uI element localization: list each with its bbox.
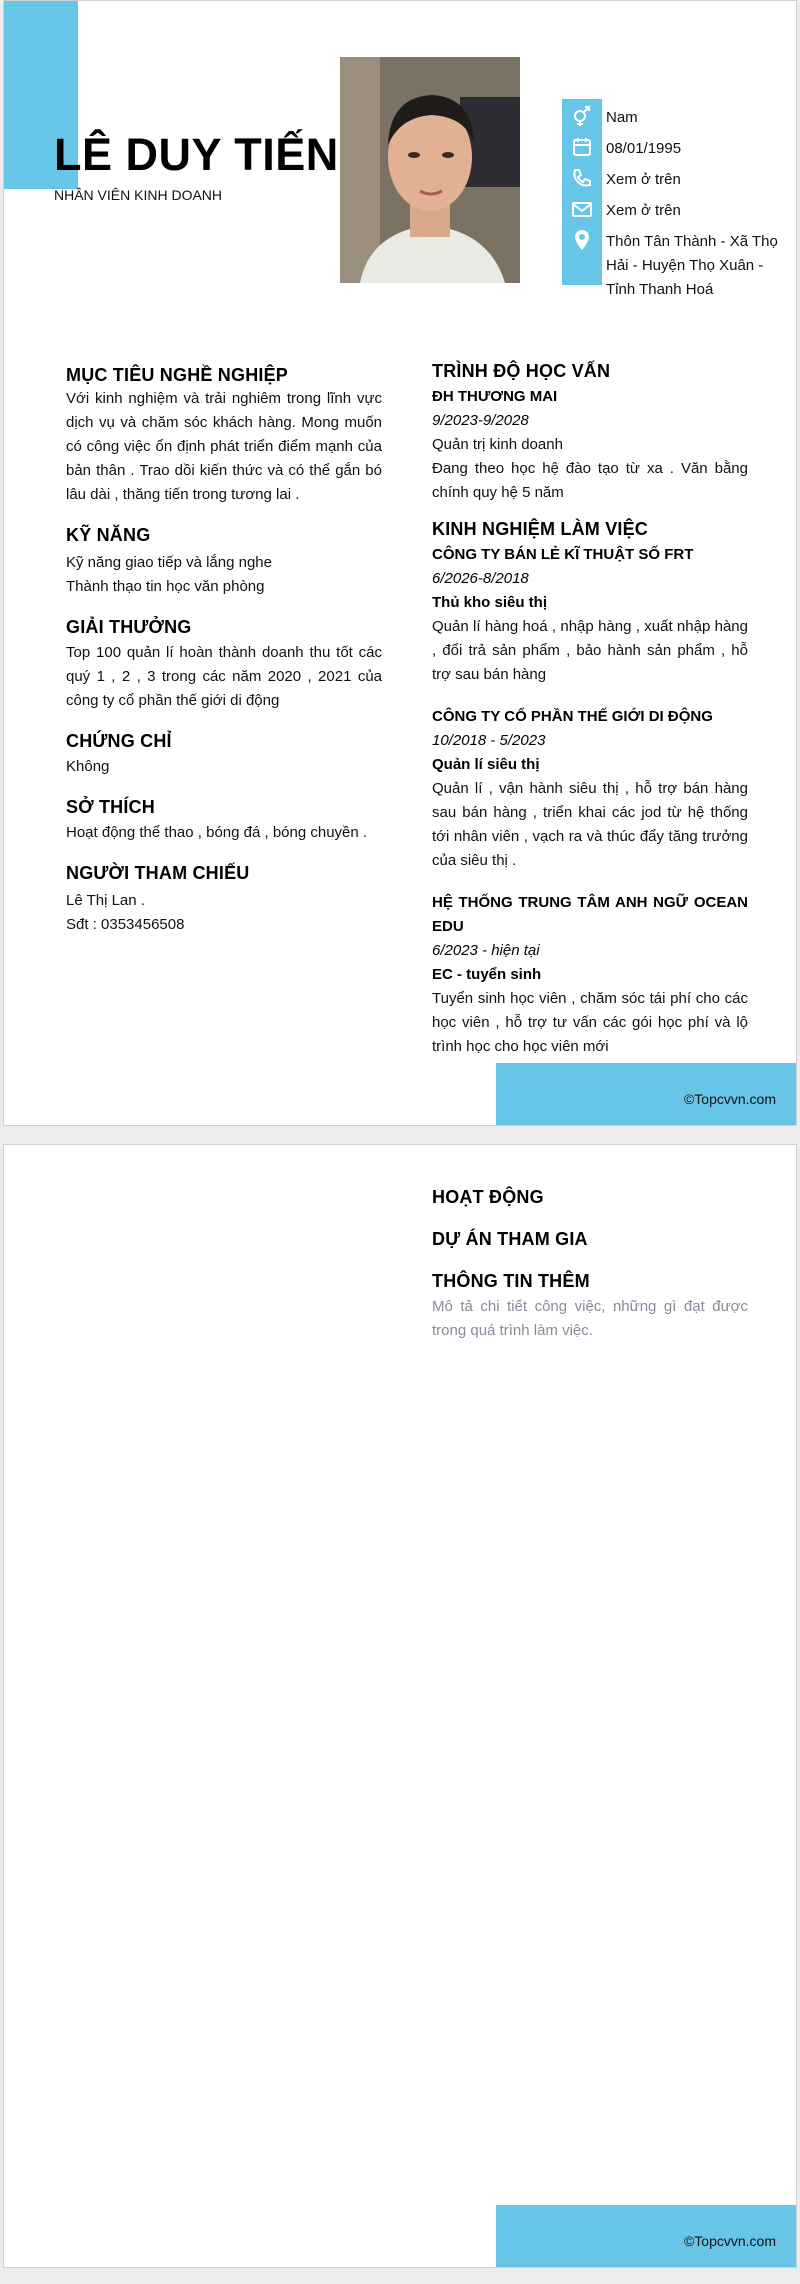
right-column [432,359,748,1059]
job-period: 10/2018 - 5/2023 [432,732,546,749]
activities-title: HOẠT ĐỘNG [432,1187,544,1207]
references-title: NGƯỜI THAM CHIẾU [66,863,250,883]
gender-text: Nam [606,109,638,126]
job-position: Thủ kho siêu thị [432,594,547,611]
awards-text: Top 100 quản lí hoàn thành doanh thu tốt các quý 1 , 2 , 3 trong các năm 2020 , 2021 của công ty cổ phần thế giới di động [66,644,382,709]
education-major: Quản trị kinh doanh [432,436,563,453]
contact-address [562,225,797,305]
projects-title: DỰ ÁN THAM GIA [432,1229,588,1249]
skills-title: KỸ NĂNG [66,525,151,545]
job-position: EC - tuyển sinh [432,966,542,983]
reference-name: Lê Thị Lan . [66,892,145,909]
education-title: TRÌNH ĐỘ HỌC VẤN [432,361,611,381]
calendar-icon [562,132,602,162]
candidate-title: NHÂN VIÊN KINH DOANH [54,187,223,203]
job-period: 6/2023 - hiện tại [432,942,540,959]
objective-text: Với kinh nghiệm và trải nghiêm trong lĩnh vực dịch vụ và chăm sóc khách hàng. Mong muốn có công việc ổn định phát triển điểm mạnh của bản thân . Trao dồi kiến thức và có thể gắn bó lâu dài , thăng tiến trong tương lai . [66,390,382,503]
more-info-title: THÔNG TIN THÊM [432,1271,590,1291]
candidate-name: LÊ DUY TIẾN [54,129,339,180]
phone-text: Xem ở trên [606,171,681,188]
certificates-text: Không [66,758,110,775]
job-desc: Tuyển sinh học viên , chăm sóc tái phí cho các học viên , hỗ trợ tư vấn các gói học phí và lộ trình học cho học viên mới [432,990,748,1055]
profile-photo [340,57,520,283]
job-desc: Quản lí , vận hành siêu thị , hỗ trợ bán hàng sau bán hàng , triển khai các jod từ hệ thống tới nhân viên , vạch ra và thúc đẩy tăng trưởng của siêu thị . [432,780,748,869]
job-company: HỆ THỐNG TRUNG TÂM ANH NGỮ OCEAN EDU [432,894,748,935]
left-column [66,363,382,937]
contact-dob [562,132,797,162]
footer-watermark: ©Topcvvn.com [683,1091,776,1107]
education-period: 9/2023-9/2028 [432,412,529,429]
job-company: CÔNG TY CỔ PHẦN THẾ GIỚI DI ĐỘNG [432,708,713,725]
location-pin-icon [562,225,602,255]
job-desc: Quản lí hàng hoá , nhập hàng , xuất nhập hàng , đổi trả sản phẩm , bảo hành sản phẩm , hỗ trợ sau bán hàng [432,618,748,683]
job-entry [432,705,748,873]
cv-page-2 [3,1144,797,2268]
gender-icon [562,101,602,131]
hobbies-title: SỞ THÍCH [66,797,155,817]
contact-email [562,194,797,224]
job-entry [432,891,748,1059]
job-company: CÔNG TY BÁN LẺ KĨ THUẬT SỐ FRT [432,546,694,563]
footer-watermark: ©Topcvvn.com [683,2233,776,2249]
education-desc: Đang theo học hệ đào tạo từ xa . Văn bằng chính quy hệ 5 năm [432,460,748,501]
phone-icon [562,163,602,193]
certificates-title: CHỨNG CHỈ [66,731,172,751]
more-info-placeholder[interactable]: Mô tả chi tiết công việc, những gì đạt được trong quá trình làm việc. [432,1298,748,1339]
job-entry [432,543,748,687]
contact-phone [562,163,797,193]
job-position: Quản lí siêu thị [432,756,540,773]
experience-title: KINH NGHIỆM LÀM VIỆC [432,519,649,539]
skill-item: Kỹ năng giao tiếp và lắng nghe [66,554,272,571]
contact-gender [562,101,797,131]
awards-title: GIẢI THƯỞNG [66,617,192,637]
page2-right-column [432,1185,748,1343]
skill-item: Thành thạo tin học văn phòng [66,578,265,595]
job-period: 6/2026-8/2018 [432,570,529,587]
education-school: ĐH THƯƠNG MAI [432,388,558,405]
address-text: Thôn Tân Thành - Xã Thọ Hải - Huyện Thọ Xuân - Tỉnh Thanh Hoá [606,233,778,298]
objective-title: MỤC TIÊU NGHỀ NGHIỆP [66,365,289,385]
email-text: Xem ở trên [606,202,681,219]
cv-page-1 [3,0,797,1126]
email-icon [562,194,602,224]
hobbies-text: Hoạt động thể thao , bóng đá , bóng chuyền . [66,824,368,841]
dob-text: 08/01/1995 [606,140,682,157]
reference-phone: Sđt : 0353456508 [66,916,185,933]
